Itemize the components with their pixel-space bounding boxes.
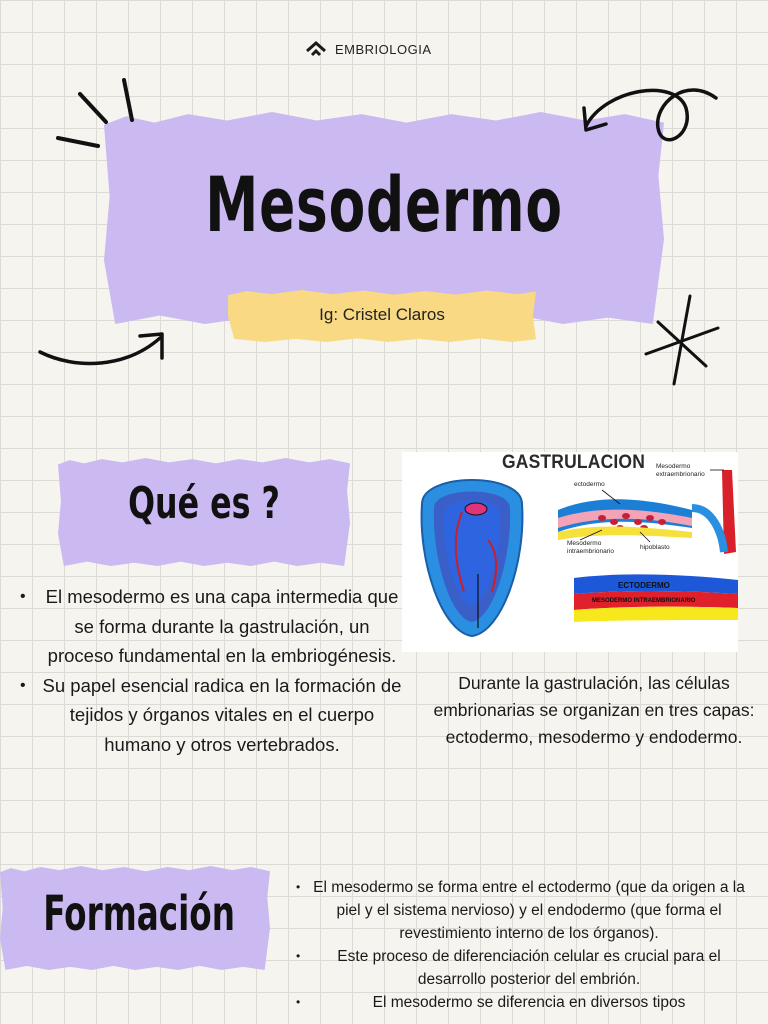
section-formation-list [292, 876, 752, 1014]
list-item: • Su papel esencial radica en la formación de tejidos y órganos vitales en el cuerpo humano y otros vertebrados. [14, 671, 404, 760]
diagram-title: GASTRULACION [502, 452, 646, 473]
section-formation-title: Formación [43, 886, 235, 942]
list-item: • El mesodermo se diferencia en diversos tipos [292, 991, 752, 1014]
loop-arrow-icon [576, 68, 728, 156]
brand-logo-icon [305, 40, 327, 58]
author-tag: Ig: Cristel Claros [319, 305, 445, 324]
label-meso-extra-2: extraembrionario [656, 471, 705, 478]
gastrulation-description: Durante la gastrulación, las células embrionarias se organizan en tres capas: ectodermo, mesodermo y endodermo. [433, 673, 755, 747]
star-sparkle-icon [640, 292, 724, 388]
label-band-ecto: ECTODERMO [618, 581, 670, 590]
label-meso-extra-1: Mesodermo [656, 463, 691, 470]
label-meso-intra-1: Mesodermo [567, 540, 602, 547]
curved-arrow-icon [36, 328, 170, 378]
section-what-title: Qué es ? [128, 478, 280, 529]
list-item: • Este proceso de diferenciación celular es crucial para el desarrollo posterior del embrión. [292, 945, 752, 991]
section-what-list [14, 582, 404, 759]
list-item: • El mesodermo es una capa intermedia que se forma durante la gastrulación, un proceso fundamental en la embriogénesis. [14, 582, 404, 671]
brand-name: EMBRIOLOGIA [335, 41, 432, 57]
label-band-meso: MESODERMO INTRAEMBRIONARIO [592, 598, 696, 604]
brand-header [305, 40, 432, 58]
burst-lines-icon [54, 76, 144, 156]
label-meso-intra-2: intraembrionario [567, 548, 614, 555]
label-hipoblasto: hipoblasto [640, 544, 670, 551]
page-title: Mesodermo [205, 160, 563, 249]
label-ectodermo: ectodermo [574, 481, 605, 488]
list-item: • El mesodermo se forma entre el ectodermo (que da origen a la piel y el sistema nervioso) y el endodermo (que forma el revestimiento interno de los órganos). [292, 876, 752, 945]
